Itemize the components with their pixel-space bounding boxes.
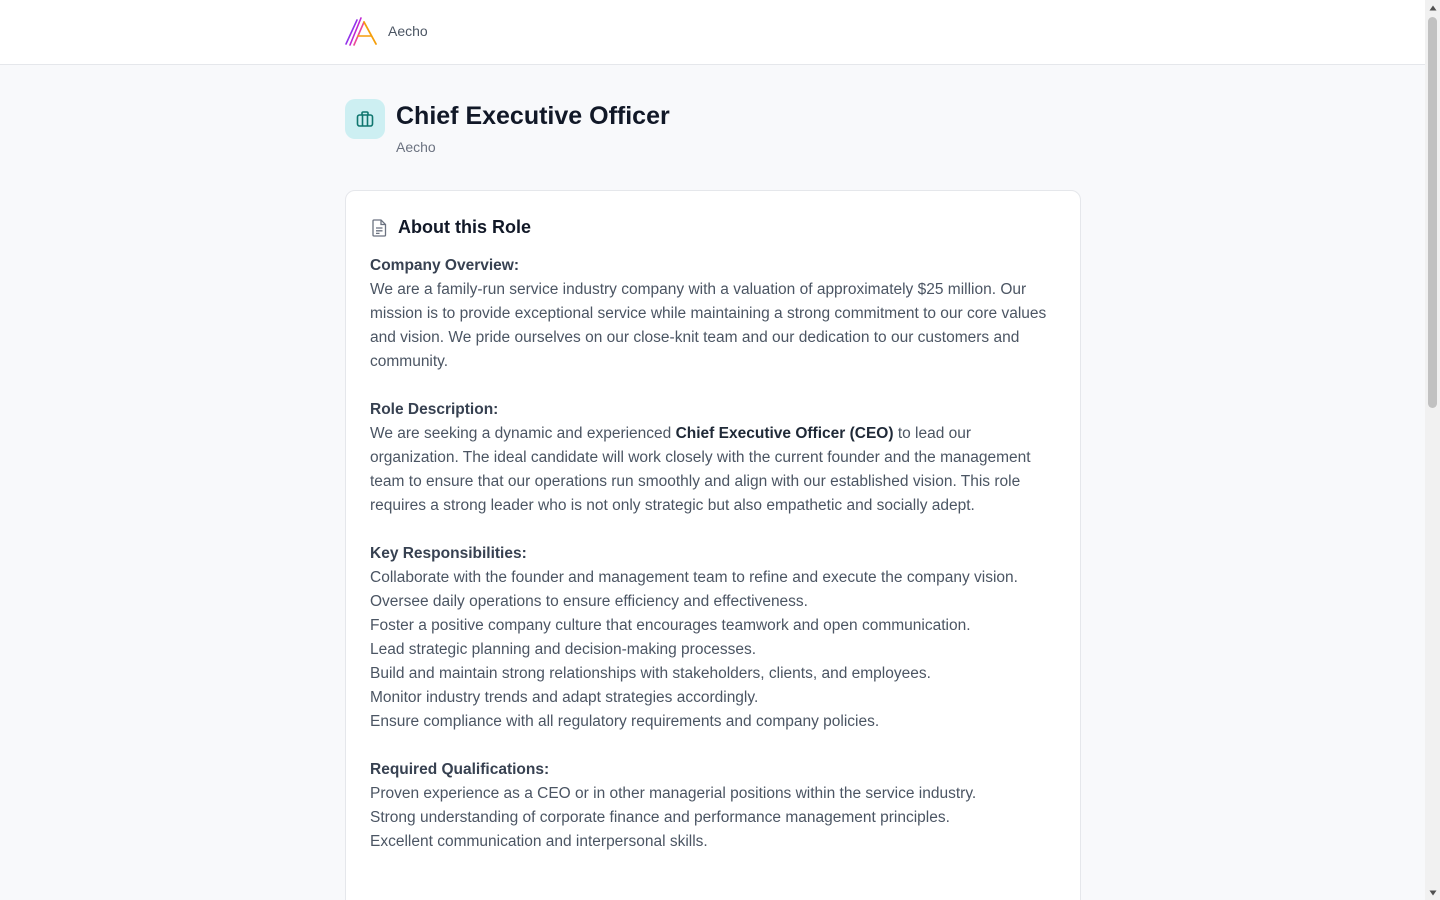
about-role-card <box>345 190 1081 900</box>
list-item: Strong understanding of corporate finance and performance management principles. <box>370 809 950 826</box>
section-heading: Key Responsibilities: <box>370 545 527 562</box>
role-description-section <box>370 398 1060 518</box>
section-heading: Company Overview: <box>370 257 520 274</box>
qualifications-section <box>370 758 1060 854</box>
brand-name: Aecho <box>388 23 428 39</box>
page-title: Chief Executive Officer <box>396 102 670 130</box>
scrollbar-thumb[interactable] <box>1428 17 1437 408</box>
role-description-content <box>370 254 1060 878</box>
aecho-logo-icon <box>344 14 378 48</box>
text-span: We are seeking a dynamic and experienced <box>370 425 676 442</box>
section-heading: Role Description: <box>370 401 499 418</box>
document-icon <box>370 218 389 238</box>
top-navbar <box>0 0 1425 65</box>
list-item: Ensure compliance with all regulatory requirements and company policies. <box>370 713 880 730</box>
section-text <box>370 422 1060 518</box>
scroll-down-arrow-icon[interactable] <box>1425 885 1440 900</box>
bold-text: Chief Executive Officer (CEO) <box>675 425 894 442</box>
brand[interactable] <box>344 14 428 48</box>
vertical-scrollbar[interactable] <box>1425 0 1440 900</box>
scroll-up-arrow-icon[interactable] <box>1425 0 1440 15</box>
list-item: Build and maintain strong relationships with stakeholders, clients, and employees. <box>370 665 931 682</box>
card-header <box>370 217 531 238</box>
list-item: Oversee daily operations to ensure efficiency and effectiveness. <box>370 593 808 610</box>
card-title: About this Role <box>398 217 531 237</box>
responsibilities-section <box>370 542 1060 734</box>
company-overview-section <box>370 254 1060 374</box>
list-item: Collaborate with the founder and management team to refine and execute the company vision. <box>370 569 1018 586</box>
text-span: to lead our organization. The ideal candidate will work closely with the current founder and the management team to ensure that our operations run smoothly and align with our established vision. This role requires a strong leader who is not only strategic but also empathetic and socially adept. <box>370 425 1031 514</box>
job-icon-badge <box>345 99 385 139</box>
list-item: Monitor industry trends and adapt strategies accordingly. <box>370 689 759 706</box>
briefcase-icon <box>355 109 375 129</box>
company-name: Aecho <box>396 139 436 155</box>
list-item: Lead strategic planning and decision-making processes. <box>370 641 757 658</box>
list-item: Excellent communication and interpersonal skills. <box>370 833 708 850</box>
section-heading: Required Qualifications: <box>370 761 550 778</box>
list-item: Proven experience as a CEO or in other managerial positions within the service industry. <box>370 785 977 802</box>
list-item: Foster a positive company culture that encourages teamwork and open communication. <box>370 617 971 634</box>
section-text: We are a family-run service industry company with a valuation of approximately $25 million. Our mission is to provide exceptional service while maintaining a strong commitment to our core values and vision. We pride ourselves on our close-knit team and our dedication to our customers and community. <box>370 281 1047 370</box>
